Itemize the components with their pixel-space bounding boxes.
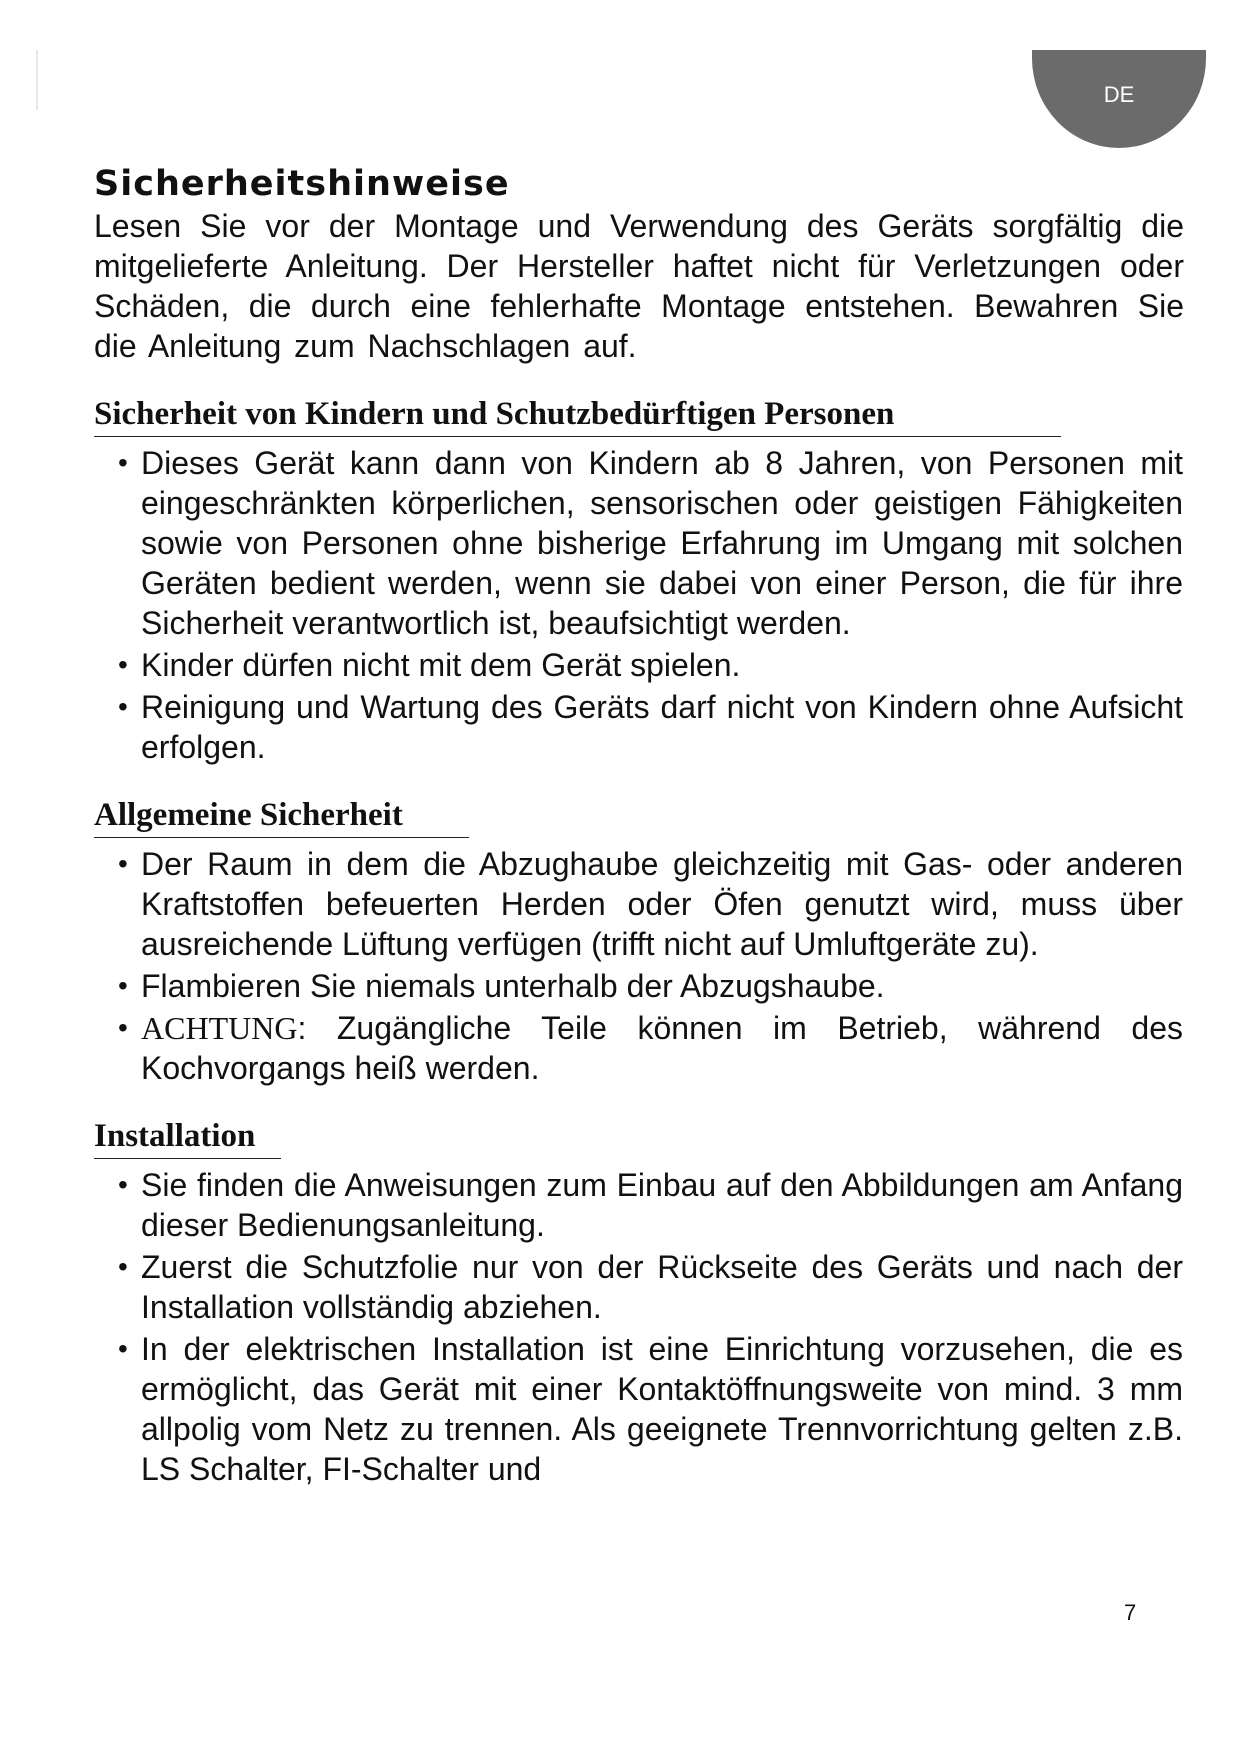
bullet-icon: • <box>118 649 128 680</box>
section-heading-installation: Installation <box>94 1116 281 1159</box>
list-item-warning <box>94 1008 1183 1088</box>
section-heading-general-safety: Allgemeine Sicherheit <box>94 795 469 838</box>
bullet-icon: • <box>118 447 128 478</box>
list-item-text: Dieses Gerät kann dann von Kindern ab 8 Jahren, von Personen mit eingeschränkten körperlichen, sensorischen oder geistigen Fähigkeiten sowie von Personen ohne bisherige Erfahrung im Umgang mit solchen Geräten bedient werden, wenn sie dabei von einer Person, die für ihre Sicherheit verantwortlich ist, beaufsichtigt werden. <box>141 445 1183 641</box>
page-number: 7 <box>1124 1600 1137 1625</box>
page-title: Sicherheitshinweise <box>94 164 510 204</box>
warning-label: ACHTUNG <box>141 1010 298 1046</box>
list-item-text: In der elektrischen Installation ist eine Einrichtung vorzusehen, die es ermöglicht, das Gerät mit einer Kontaktöffnungsweite von mind. 3 mm allpolig vom Netz zu trennen. Als geeignete Trennvorrichtung gelten z.B. LS Schalter, FI-Schalter und <box>141 1331 1183 1487</box>
bullet-icon: • <box>118 1333 128 1364</box>
list-item <box>94 443 1183 643</box>
list-item-text: Reinigung und Wartung des Geräts darf nicht von Kindern ohne Aufsicht erfolgen. <box>141 689 1183 765</box>
list-item <box>94 687 1183 767</box>
children-safety-list <box>94 443 1184 767</box>
language-tab-label: DE <box>1103 82 1135 107</box>
installation-list <box>94 1165 1184 1489</box>
warning-text: : Zugängliche Teile können im Betrieb, während des Kochvorgangs heiß werden. <box>141 1010 1183 1086</box>
list-item-text: Sie finden die Anweisungen zum Einbau auf den Abbildungen am Anfang dieser Bedienungsanleitung. <box>141 1167 1183 1243</box>
language-tab <box>1032 50 1206 148</box>
bullet-icon: • <box>118 691 128 722</box>
list-item <box>94 1247 1183 1327</box>
intro-paragraph: Lesen Sie vor der Montage und Verwendung des Geräts sorgfältig die mitgelieferte Anleitung. Der Hersteller haftet nicht für Verletzungen oder Schäden, die durch eine fehlerhafte Montage entstehen. Bewahren Sie die Anleitung zum Nachschlagen auf. <box>94 208 1184 364</box>
list-item <box>94 1165 1183 1245</box>
list-item-text: Kinder dürfen nicht mit dem Gerät spielen. <box>141 647 741 683</box>
section-heading-children-safety: Sicherheit von Kindern und Schutzbedürftigen Personen <box>94 394 1061 437</box>
list-item-text: Flambieren Sie niemals unterhalb der Abzugshaube. <box>141 968 885 1004</box>
bullet-icon: • <box>118 1012 128 1043</box>
list-item <box>94 844 1183 964</box>
list-item-text: Zuerst die Schutzfolie nur von der Rückseite des Geräts und nach der Installation vollständig abziehen. <box>141 1249 1183 1325</box>
page-edge <box>36 50 38 110</box>
page-content <box>94 162 1184 1491</box>
list-item-text: Der Raum in dem die Abzughaube gleichzeitig mit Gas- oder anderen Kraftstoffen befeuerten Herden oder Öfen genutzt wird, muss über ausreichende Lüftung verfügen (trifft nicht auf Umluftgeräte zu). <box>141 846 1183 962</box>
bullet-icon: • <box>118 848 128 879</box>
list-item <box>94 645 1183 685</box>
bullet-icon: • <box>118 1251 128 1282</box>
list-item <box>94 966 1183 1006</box>
list-item <box>94 1329 1183 1489</box>
bullet-icon: • <box>118 970 128 1001</box>
general-safety-list <box>94 844 1184 1088</box>
bullet-icon: • <box>118 1169 128 1200</box>
